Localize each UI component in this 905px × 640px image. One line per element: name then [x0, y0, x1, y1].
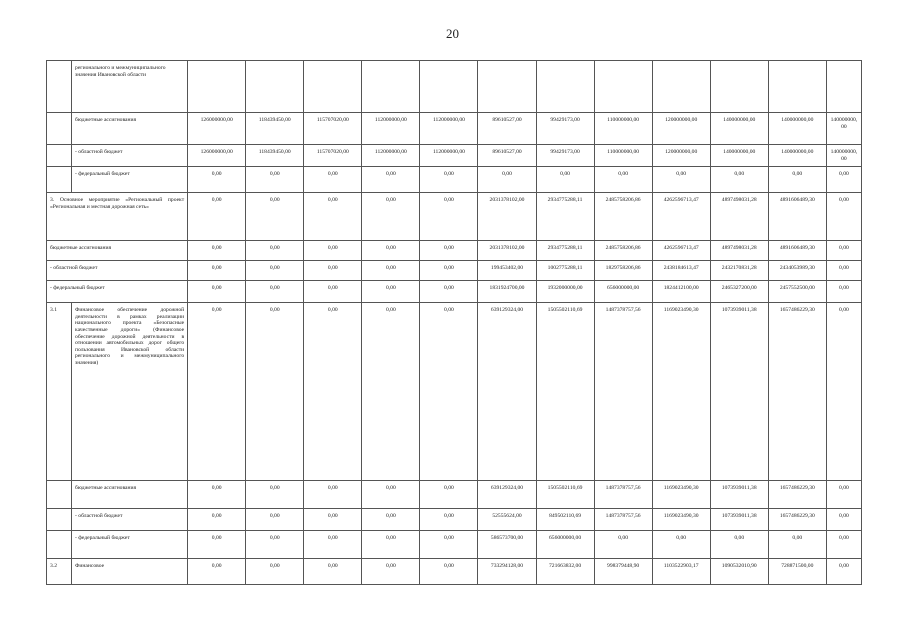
value-cell: 1169023490,30: [652, 481, 710, 509]
value-cell: 89610527,00: [478, 145, 536, 167]
value-cell: 126000000,00: [188, 145, 246, 167]
value-cell: 1657486229,30: [768, 509, 826, 531]
value-cell: 0,00: [304, 303, 362, 481]
value-cell: 1169023490,30: [652, 509, 710, 531]
value-cell: 2432170831,28: [710, 261, 768, 281]
value-cell: 1169023490,30: [652, 303, 710, 481]
value-cell: 0,00: [304, 559, 362, 585]
value-cell: 4897498031,28: [710, 193, 768, 241]
value-cell: 52555624,00: [478, 509, 536, 531]
value-cell: 99429173,00: [536, 113, 594, 145]
row-label: регионального и межмуниципального значения Ивановской области: [72, 61, 188, 113]
value-cell: 115707020,00: [304, 113, 362, 145]
value-cell: 0,00: [420, 509, 478, 531]
value-cell: 1831924700,00: [478, 281, 536, 303]
value-cell: 140000000,00: [826, 113, 861, 145]
value-cell: 0,00: [246, 481, 304, 509]
table-row: [47, 303, 862, 481]
table-row: [47, 113, 862, 145]
value-cell: 0,00: [246, 193, 304, 241]
value-cell: 0,00: [420, 303, 478, 481]
value-cell: 0,00: [594, 167, 652, 193]
value-cell: 115707020,00: [304, 145, 362, 167]
row-number: [47, 167, 72, 193]
value-cell: 140000000,00: [768, 113, 826, 145]
row-label: 3. Основное мероприятие «Региональный проект «Региональная и местная дорожная сеть»: [47, 193, 188, 241]
value-cell: 0,00: [246, 509, 304, 531]
value-cell: 0,00: [188, 509, 246, 531]
row-label: - федеральный бюджет: [72, 167, 188, 193]
row-number: [47, 113, 72, 145]
value-cell: 2031378102,00: [478, 193, 536, 241]
row-label: - областной бюджет: [72, 509, 188, 531]
value-cell: 0,00: [652, 167, 710, 193]
value-cell: 4891606489,30: [768, 241, 826, 261]
value-cell: 0,00: [246, 167, 304, 193]
value-cell: 140000000,00: [710, 145, 768, 167]
value-cell: 112000000,00: [420, 113, 478, 145]
row-number: [47, 531, 72, 559]
row-label: Финансовое: [72, 559, 188, 585]
value-cell: 0,00: [246, 531, 304, 559]
value-cell: 89610527,00: [478, 113, 536, 145]
value-cell: 0,00: [826, 559, 861, 585]
value-cell: 1657486229,30: [768, 303, 826, 481]
table-row: [47, 559, 862, 585]
value-cell: 0,00: [826, 193, 861, 241]
value-cell: 2438184613,47: [652, 261, 710, 281]
value-cell: 1487378757,56: [594, 509, 652, 531]
value-cell: 0,00: [768, 167, 826, 193]
value-cell: 0,00: [188, 303, 246, 481]
row-label: бюджетные ассигнования: [47, 241, 188, 261]
value-cell: 0,00: [304, 509, 362, 531]
row-number: [47, 61, 72, 113]
value-cell: 0,00: [246, 241, 304, 261]
value-cell: 0,00: [420, 531, 478, 559]
value-cell: 0,00: [594, 531, 652, 559]
value-cell: 849502110,69: [536, 509, 594, 531]
table-row: [47, 509, 862, 531]
value-cell: 0,00: [362, 481, 420, 509]
row-label: - федеральный бюджет: [72, 531, 188, 559]
value-cell: 0,00: [826, 481, 861, 509]
value-cell: 4897498031,28: [710, 241, 768, 261]
value-cell: 112000000,00: [362, 113, 420, 145]
row-label: - областной бюджет: [47, 261, 188, 281]
value-cell: 656000000,00: [594, 281, 652, 303]
value-cell: 0,00: [420, 167, 478, 193]
budget-table: [46, 60, 862, 585]
value-cell: 0,00: [420, 193, 478, 241]
value-cell: 1505502110,69: [536, 303, 594, 481]
row-label: - областной бюджет: [72, 145, 188, 167]
value-cell: 0,00: [768, 531, 826, 559]
value-cell: 110000000,00: [594, 113, 652, 145]
value-cell: 0,00: [362, 559, 420, 585]
value-cell: 721663832,00: [536, 559, 594, 585]
row-number: 3.1: [47, 303, 72, 481]
value-cell: 0,00: [826, 531, 861, 559]
value-cell: 120000000,00: [652, 113, 710, 145]
value-cell: 0,00: [826, 241, 861, 261]
table-row: [47, 281, 862, 303]
value-cell: 1103522903,17: [652, 559, 710, 585]
value-cell: 2465327200,00: [710, 281, 768, 303]
value-cell: 0,00: [362, 531, 420, 559]
value-cell: 0,00: [420, 281, 478, 303]
value-cell: 0,00: [362, 303, 420, 481]
value-cell: 0,00: [188, 531, 246, 559]
value-cell: 4262596713,47: [652, 193, 710, 241]
row-label: Финансовое обеспечение дорожной деятельности в рамках реализации национального проекта «Безопасные качественные дороги» (Финансовое обеспечение дорожной деятельности в отношении автомобильных дорог общего пользования Ивановской области регионального и межмуниципального значения): [72, 303, 188, 481]
table-row: [47, 261, 862, 281]
value-cell: 0,00: [304, 193, 362, 241]
value-cell: 2934775288,11: [536, 241, 594, 261]
value-cell: 0,00: [826, 509, 861, 531]
value-cell: 0,00: [362, 241, 420, 261]
value-cell: 728871500,00: [768, 559, 826, 585]
value-cell: 1002775288,11: [536, 261, 594, 281]
value-cell: 0,00: [304, 261, 362, 281]
value-cell: 639129324,00: [478, 481, 536, 509]
value-cell: 0,00: [304, 531, 362, 559]
value-cell: 120000000,00: [652, 145, 710, 167]
value-cell: 140000000,00: [768, 145, 826, 167]
value-cell: 0,00: [420, 481, 478, 509]
row-number: [47, 481, 72, 509]
table-row: [47, 481, 862, 509]
value-cell: 656000000,00: [536, 531, 594, 559]
value-cell: 0,00: [188, 281, 246, 303]
value-cell: 99429173,00: [536, 145, 594, 167]
value-cell: 0,00: [246, 303, 304, 481]
value-cell: 0,00: [362, 509, 420, 531]
value-cell: 0,00: [478, 167, 536, 193]
value-cell: 2434053989,30: [768, 261, 826, 281]
table-row: [47, 61, 862, 113]
table-row: [47, 145, 862, 167]
value-cell: 140000000,00: [710, 113, 768, 145]
value-cell: 110000000,00: [594, 145, 652, 167]
row-number: [47, 145, 72, 167]
value-cell: 2031378102,00: [478, 241, 536, 261]
value-cell: 1932000000,00: [536, 281, 594, 303]
value-cell: 118439450,00: [246, 145, 304, 167]
value-cell: 1487378757,56: [594, 481, 652, 509]
value-cell: 1073939011,38: [710, 509, 768, 531]
row-label: бюджетные ассигнования: [72, 113, 188, 145]
value-cell: 639129324,00: [478, 303, 536, 481]
row-label: бюджетные ассигнования: [72, 481, 188, 509]
value-cell: 0,00: [420, 261, 478, 281]
value-cell: 0,00: [246, 559, 304, 585]
value-cell: 1824412100,00: [652, 281, 710, 303]
value-cell: 0,00: [362, 167, 420, 193]
value-cell: 2457552500,00: [768, 281, 826, 303]
value-cell: 1657486229,30: [768, 481, 826, 509]
value-cell: 2485758206,86: [594, 241, 652, 261]
value-cell: 0,00: [826, 303, 861, 481]
value-cell: 0,00: [188, 559, 246, 585]
value-cell: 4262596713,47: [652, 241, 710, 261]
value-cell: 0,00: [710, 531, 768, 559]
page-number: 20: [446, 26, 459, 41]
row-number: [47, 509, 72, 531]
value-cell: 0,00: [826, 281, 861, 303]
value-cell: 0,00: [188, 193, 246, 241]
value-cell: 112000000,00: [420, 145, 478, 167]
value-cell: 0,00: [188, 481, 246, 509]
value-cell: 733294128,00: [478, 559, 536, 585]
value-cell: 126000000,00: [188, 113, 246, 145]
value-cell: 199453402,00: [478, 261, 536, 281]
row-label: - федеральный бюджет: [47, 281, 188, 303]
value-cell: 0,00: [362, 281, 420, 303]
value-cell: 118439450,00: [246, 113, 304, 145]
value-cell: 1505502110,69: [536, 481, 594, 509]
table-row: [47, 193, 862, 241]
value-cell: 0,00: [652, 531, 710, 559]
value-cell: 586573700,00: [478, 531, 536, 559]
value-cell: 0,00: [304, 167, 362, 193]
value-cell: 1073939011,38: [710, 481, 768, 509]
value-cell: 0,00: [826, 167, 861, 193]
value-cell: 0,00: [826, 261, 861, 281]
value-cell: 4891606489,30: [768, 193, 826, 241]
value-cell: 1090532010,90: [710, 559, 768, 585]
value-cell: 998379448,90: [594, 559, 652, 585]
value-cell: 0,00: [304, 481, 362, 509]
value-cell: 1487378757,56: [594, 303, 652, 481]
row-number: 3.2: [47, 559, 72, 585]
value-cell: 0,00: [420, 241, 478, 261]
value-cell: 0,00: [188, 261, 246, 281]
value-cell: 2485758206,86: [594, 193, 652, 241]
value-cell: 1829758206,86: [594, 261, 652, 281]
value-cell: 0,00: [362, 193, 420, 241]
value-cell: 0,00: [362, 261, 420, 281]
value-cell: 0,00: [420, 559, 478, 585]
value-cell: 0,00: [304, 241, 362, 261]
table-row: [47, 167, 862, 193]
table-row: [47, 241, 862, 261]
value-cell: 0,00: [188, 241, 246, 261]
value-cell: 2934775288,11: [536, 193, 594, 241]
value-cell: 1073939011,38: [710, 303, 768, 481]
value-cell: 0,00: [710, 167, 768, 193]
value-cell: 140000000,00: [826, 145, 861, 167]
table-row: [47, 531, 862, 559]
value-cell: 0,00: [246, 261, 304, 281]
value-cell: 0,00: [536, 167, 594, 193]
value-cell: 0,00: [304, 281, 362, 303]
value-cell: 0,00: [246, 281, 304, 303]
value-cell: 0,00: [188, 167, 246, 193]
value-cell: 112000000,00: [362, 145, 420, 167]
